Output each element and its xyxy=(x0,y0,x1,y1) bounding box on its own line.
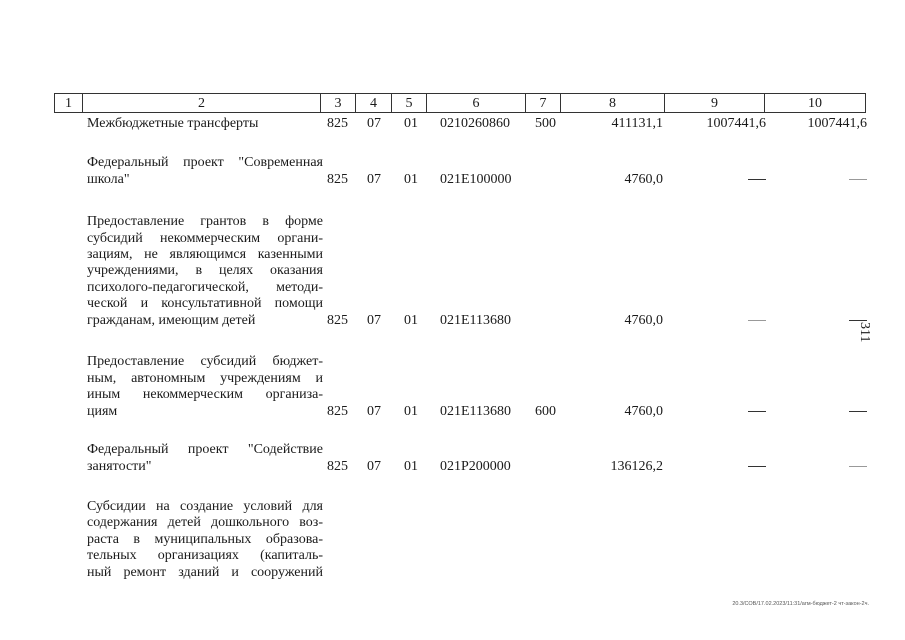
table-row xyxy=(0,441,905,475)
table-row xyxy=(0,154,905,188)
header-col-5: 5 xyxy=(391,93,426,113)
cell-col-4: 07 xyxy=(367,458,381,474)
table-row xyxy=(0,352,905,420)
empty-dash xyxy=(748,320,766,321)
description-line: учреждениями, в целях оказания xyxy=(87,263,323,279)
empty-dash xyxy=(748,466,766,467)
cell-col-6: 021E113680 xyxy=(440,403,512,419)
cell-col-10 xyxy=(849,404,867,420)
row-description xyxy=(87,442,323,475)
column-number-header xyxy=(54,93,866,113)
cell-col-8: 4760,0 xyxy=(624,403,663,419)
header-col-10: 10 xyxy=(764,93,866,113)
cell-col-5: 01 xyxy=(404,171,418,187)
description-line: Предоставление грантов в форме xyxy=(87,214,323,230)
row-description xyxy=(87,155,323,188)
description-line: зациям, не являющимся казенными xyxy=(87,246,323,262)
cell-col-3: 825 xyxy=(327,403,348,419)
cell-col-10 xyxy=(849,172,867,188)
description-line: ным, автономным учреждениям и xyxy=(87,370,323,386)
cell-col-6: 021E100000 xyxy=(440,171,512,187)
cell-col-6: 0210260860 xyxy=(440,115,510,131)
cell-col-3: 825 xyxy=(327,312,348,328)
row-description xyxy=(87,354,323,420)
empty-dash xyxy=(849,179,867,180)
cell-col-9: 1007441,6 xyxy=(706,115,766,131)
description-line: Предоставление субсидий бюджет- xyxy=(87,354,323,370)
row-description xyxy=(87,214,323,329)
cell-col-4: 07 xyxy=(367,115,381,131)
cell-col-4: 07 xyxy=(367,312,381,328)
empty-dash xyxy=(849,466,867,467)
page-number: 311 xyxy=(857,322,872,343)
cell-col-5: 01 xyxy=(404,312,418,328)
cell-col-5: 01 xyxy=(404,115,418,131)
description-line: раста в муниципальных образова- xyxy=(87,531,323,547)
cell-col-8: 136126,2 xyxy=(610,458,663,474)
description-line: Федеральный проект "Современная xyxy=(87,155,323,171)
cell-col-8: 411131,1 xyxy=(611,115,663,131)
cell-col-9 xyxy=(748,172,766,188)
header-col-3: 3 xyxy=(320,93,355,113)
cell-col-7: 600 xyxy=(535,403,556,419)
empty-dash xyxy=(849,411,867,412)
header-col-6: 6 xyxy=(426,93,525,113)
footer-reference: 20.3/СОВ/17.02.2023/11:31/агм-бюджет-2 чт-закон-2ч. xyxy=(732,601,869,607)
cell-col-5: 01 xyxy=(404,403,418,419)
cell-col-9 xyxy=(748,459,766,475)
cell-col-4: 07 xyxy=(367,403,381,419)
header-col-2: 2 xyxy=(82,93,320,113)
cell-col-8: 4760,0 xyxy=(624,171,663,187)
description-line: психолого-педагогической, методи- xyxy=(87,279,323,295)
header-col-4: 4 xyxy=(355,93,391,113)
description-line: Субсидии на создание условий для xyxy=(87,498,323,514)
description-line: ный ремонт зданий и сооружений xyxy=(87,564,323,580)
empty-dash xyxy=(748,179,766,180)
cell-col-7: 500 xyxy=(535,115,556,131)
cell-col-10 xyxy=(849,459,867,475)
row-description xyxy=(87,116,323,132)
description-line: содержания детей дошкольного воз- xyxy=(87,515,323,531)
empty-dash xyxy=(849,320,867,321)
description-line: тельных организациях (капиталь- xyxy=(87,548,323,564)
cell-col-9 xyxy=(748,313,766,329)
description-line: занятости" xyxy=(87,458,152,474)
table-row xyxy=(0,210,905,329)
cell-col-4: 07 xyxy=(367,171,381,187)
cell-col-3: 825 xyxy=(327,458,348,474)
table-row xyxy=(0,497,905,581)
cell-col-10: 1007441,6 xyxy=(807,115,867,131)
row-description xyxy=(87,499,323,581)
header-col-7: 7 xyxy=(525,93,560,113)
header-col-1: 1 xyxy=(54,93,82,113)
description-line: гражданам, имеющим детей xyxy=(87,312,256,328)
cell-col-5: 01 xyxy=(404,458,418,474)
header-col-9: 9 xyxy=(664,93,764,113)
cell-col-6: 021P200000 xyxy=(440,458,511,474)
cell-col-8: 4760,0 xyxy=(624,312,663,328)
description-line: циям xyxy=(87,403,118,419)
cell-col-3: 825 xyxy=(327,115,348,131)
description-line: Межбюджетные трансферты xyxy=(87,115,259,131)
cell-col-3: 825 xyxy=(327,171,348,187)
description-line: иным некоммерческим организа- xyxy=(87,387,323,403)
header-col-8: 8 xyxy=(560,93,664,113)
description-line: ческой и консультативной помощи xyxy=(87,296,323,312)
empty-dash xyxy=(748,411,766,412)
cell-col-9 xyxy=(748,404,766,420)
description-line: школа" xyxy=(87,171,130,187)
cell-col-6: 021E113680 xyxy=(440,312,512,328)
description-line: Федеральный проект "Содействие xyxy=(87,442,323,458)
description-line: субсидий некоммерческим органи- xyxy=(87,230,323,246)
table-row xyxy=(0,115,905,132)
